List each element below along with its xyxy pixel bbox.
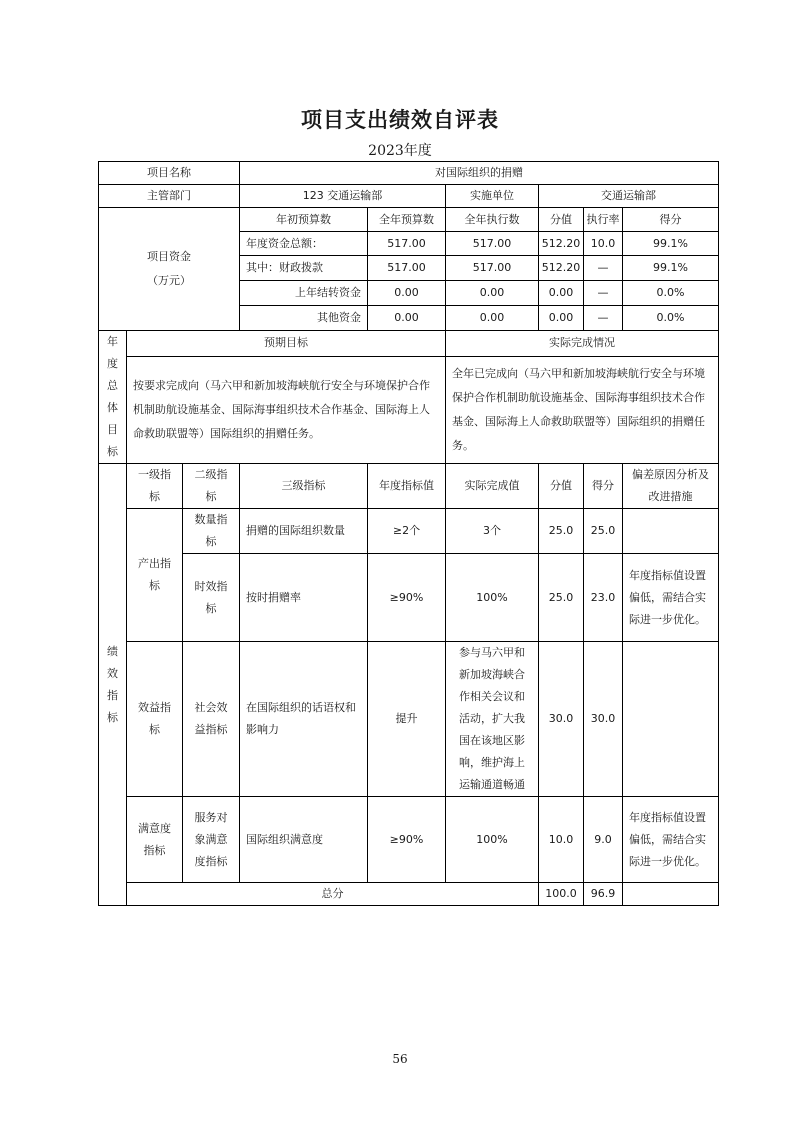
ind-social-reason: [623, 642, 719, 797]
funds-cell: 99.1%: [623, 232, 719, 256]
project-name-label: 项目名称: [99, 162, 240, 185]
ind-social-target: 提升: [368, 642, 446, 797]
ind-time-reason: 年度指标值设置偏低，需结合实际进一步优化。: [623, 554, 719, 642]
ind-social-l2: 社会效益指标: [183, 642, 240, 797]
funds-cell: 517.00: [446, 256, 539, 281]
ind-output-l1: 产出指标: [127, 509, 183, 642]
funds-cell: 512.20: [539, 232, 584, 256]
ind-time-target: ≥90%: [368, 554, 446, 642]
ind-social-score-val: 30.0: [539, 642, 584, 797]
form-title: 项目支出绩效自评表: [301, 107, 499, 132]
total-reason: [623, 883, 719, 906]
goals-expected-header: 预期目标: [127, 331, 446, 357]
funds-col-exec: 全年执行数: [446, 208, 539, 232]
funds-cell: 0.00: [446, 281, 539, 306]
goals-side-text: 年度总体目标: [107, 335, 118, 458]
funds-cell: 0.00: [539, 281, 584, 306]
ind-benefit-l1: 效益指标: [127, 642, 183, 797]
impl-unit-value: 交通运输部: [539, 185, 719, 208]
ind-social-score: 30.0: [584, 642, 623, 797]
page-number: 56: [392, 1052, 408, 1066]
funds-row-carry-label: 上年结转资金: [240, 281, 368, 306]
funds-row-fiscal-label: 其中：财政拨款: [240, 256, 368, 281]
ind-sat-l1: 满意度指标: [127, 797, 183, 883]
ind-header-l2: 二级指标: [183, 464, 240, 509]
total-label: 总分: [127, 883, 539, 906]
perf-side-label: [99, 464, 127, 906]
total-score-val: 100.0: [539, 883, 584, 906]
ind-qty-score-val: 25.0: [539, 509, 584, 554]
funds-cell: 0.00: [446, 306, 539, 331]
funds-cell: 517.00: [446, 232, 539, 256]
goals-actual-text: 全年已完成向（马六甲和新加坡海峡航行安全与环境保护合作机制助航设施基金、国际海事组织技术合作基金、国际海上人命救助联盟等）国际组织的捐赠任务。: [446, 356, 719, 463]
impl-unit-label: 实施单位: [446, 185, 539, 208]
ind-social-l3: 在国际组织的话语权和影响力: [240, 642, 368, 797]
ind-header-score: 得分: [584, 464, 623, 509]
funds-cell: 99.1%: [623, 256, 719, 281]
ind-qty-target: ≥2个: [368, 509, 446, 554]
ind-qty-l3: 捐赠的国际组织数量: [240, 509, 368, 554]
ind-social-actual: 参与马六甲和新加坡海峡合作相关会议和活动，扩大我国在该地区影响，维护海上运输通道畅通: [446, 642, 539, 797]
goals-side-label: [99, 331, 127, 464]
funds-cell: 0.00: [368, 281, 446, 306]
funds-col-initial: 年初预算数: [240, 208, 368, 232]
ind-time-l2: 时效指标: [183, 554, 240, 642]
funds-row-total-label: 年度资金总额：: [240, 232, 368, 256]
ind-sat-actual: 100%: [446, 797, 539, 883]
funds-cell: 0.0%: [623, 281, 719, 306]
funds-cell: —: [584, 306, 623, 331]
ind-sat-score-val: 10.0: [539, 797, 584, 883]
funds-cell: 517.00: [368, 232, 446, 256]
ind-sat-l3: 国际组织满意度: [240, 797, 368, 883]
funds-cell: 517.00: [368, 256, 446, 281]
funds-cell: —: [584, 281, 623, 306]
ind-sat-reason: 年度指标值设置偏低，需结合实际进一步优化。: [623, 797, 719, 883]
ind-qty-actual: 3个: [446, 509, 539, 554]
ind-sat-score: 9.0: [584, 797, 623, 883]
funds-col-rate: 执行率: [584, 208, 623, 232]
ind-qty-l2: 数量指标: [183, 509, 240, 554]
funds-cell: 0.0%: [623, 306, 719, 331]
dept-value: 123 交通运输部: [240, 185, 446, 208]
ind-qty-reason: [623, 509, 719, 554]
form-year: 2023年度: [368, 143, 432, 159]
ind-header-l1: 一级指标: [127, 464, 183, 509]
funds-row-other-label: 其他资金: [240, 306, 368, 331]
funds-label: 项目资金 （万元）: [99, 208, 240, 331]
ind-header-actual: 实际完成值: [446, 464, 539, 509]
funds-cell: 512.20: [539, 256, 584, 281]
self-evaluation-table: [98, 161, 719, 906]
funds-col-score-val: 分值: [539, 208, 584, 232]
ind-header-target: 年度指标值: [368, 464, 446, 509]
goals-actual-header: 实际完成情况: [446, 331, 719, 357]
goals-expected-text: 按要求完成向（马六甲和新加坡海峡航行安全与环境保护合作机制助航设施基金、国际海事组织技术合作基金、国际海上人命救助联盟等）国际组织的捐赠任务。: [127, 356, 446, 463]
ind-sat-l2: 服务对象满意度指标: [183, 797, 240, 883]
ind-header-reason: 偏差原因分析及改进措施: [623, 464, 719, 509]
ind-header-score-val: 分值: [539, 464, 584, 509]
ind-qty-score: 25.0: [584, 509, 623, 554]
funds-col-score: 得分: [623, 208, 719, 232]
perf-side-text: 绩效指标: [107, 644, 118, 724]
ind-sat-target: ≥90%: [368, 797, 446, 883]
ind-time-actual: 100%: [446, 554, 539, 642]
dept-label: 主管部门: [99, 185, 240, 208]
total-score: 96.9: [584, 883, 623, 906]
ind-time-score-val: 25.0: [539, 554, 584, 642]
ind-header-l3: 三级指标: [240, 464, 368, 509]
funds-cell: —: [584, 256, 623, 281]
funds-cell: 0.00: [539, 306, 584, 331]
ind-time-l3: 按时捐赠率: [240, 554, 368, 642]
ind-time-score: 23.0: [584, 554, 623, 642]
funds-col-full: 全年预算数: [368, 208, 446, 232]
funds-cell: 10.0: [584, 232, 623, 256]
project-name-value: 对国际组织的捐赠: [240, 162, 719, 185]
funds-cell: 0.00: [368, 306, 446, 331]
